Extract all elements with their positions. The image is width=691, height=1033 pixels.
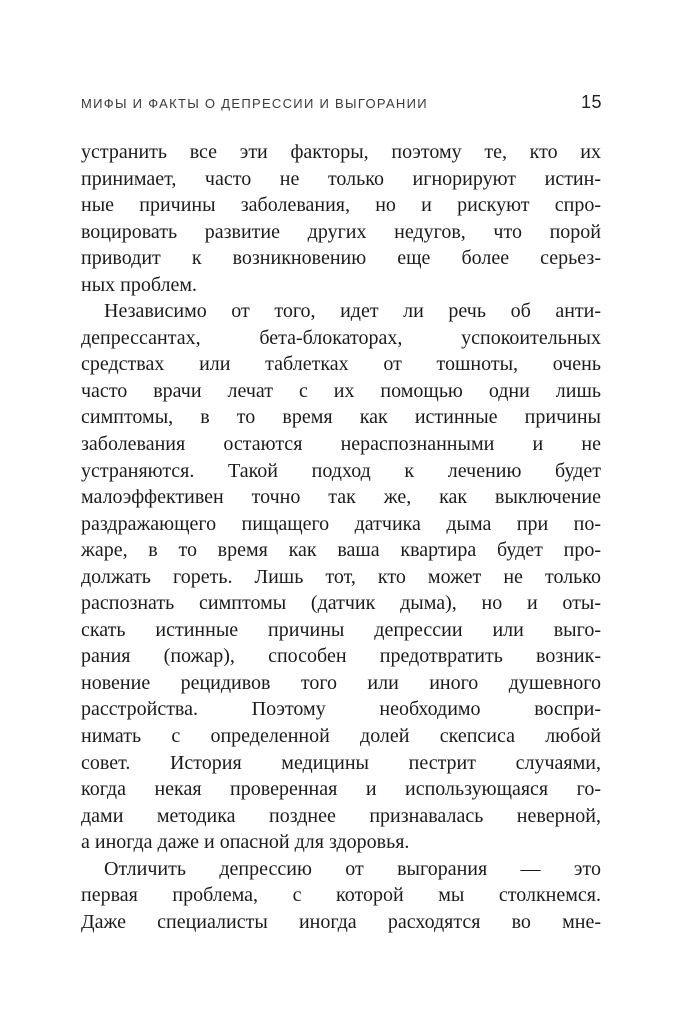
- text-line: средствах или таблетках от тошноты, очень: [81, 353, 601, 376]
- text-line: ные причины заболевания, но и рискуют спро-: [81, 194, 601, 217]
- page-text: [81, 139, 601, 935]
- paragraph: [81, 856, 601, 936]
- text-line: устраняются. Такой подход к лечению будет: [81, 459, 601, 482]
- text-line: принимает, часто не только игнорируют истин-: [81, 167, 601, 190]
- text-line: скать истинные причины депрессии или выго-: [81, 618, 601, 641]
- text-line: жаре, в то время как ваша квартира будет про-: [81, 539, 601, 562]
- paragraph: [81, 139, 601, 298]
- text-line: часто врачи лечат с их помощью одни лишь: [81, 379, 601, 402]
- page-number: 15: [580, 92, 602, 112]
- text-line: Отличить депрессию от выгорания — это: [104, 857, 601, 880]
- text-line: симптомы, в то время как истинные причины: [81, 406, 601, 429]
- text-line: Даже специалисты иногда расходятся во мне-: [81, 910, 601, 933]
- text-line: должать гореть. Лишь тот, кто может не только: [81, 565, 601, 588]
- text-line: дами методика позднее признавалась неверной,: [81, 804, 601, 827]
- paragraph: [81, 298, 601, 855]
- text-line: новение рецидивов того или иного душевного: [81, 671, 601, 694]
- page-header: [81, 92, 610, 113]
- text-line: распознать симптомы (датчик дыма), но и оты-: [81, 592, 601, 615]
- text-line: Независимо от того, идет ли речь об анти-: [104, 300, 601, 323]
- text-line: а иногда даже и опасной для здоровья.: [81, 831, 410, 854]
- text-line: заболевания остаются нераспознанными и не: [81, 433, 601, 456]
- text-line: приводит к возникновению еще более серьез-: [81, 247, 601, 270]
- text-line: малоэффективен точно так же, как выключение: [81, 486, 601, 509]
- text-line: нимать с определенной долей скепсиса любой: [81, 725, 601, 748]
- text-line: раздражающего пищащего датчика дыма при по-: [81, 512, 601, 535]
- text-line: когда некая проверенная и использующаяся го-: [81, 778, 601, 801]
- text-line: воцировать развитие других недугов, что порой: [81, 220, 601, 243]
- running-title: МИФЫ И ФАКТЫ О ДЕПРЕССИИ И ВЫГОРАНИИ: [81, 96, 428, 111]
- text-line: устранить все эти факторы, поэтому те, кто их: [81, 141, 601, 163]
- text-line: ных проблем.: [81, 273, 198, 296]
- text-line: рания (пожар), способен предотвратить возник-: [81, 645, 601, 668]
- text-line: расстройства. Поэтому необходимо воспри-: [81, 698, 601, 721]
- text-line: совет. История медицины пестрит случаями,: [81, 751, 601, 774]
- text-line: первая проблема, с которой мы столкнемся.: [81, 884, 601, 907]
- text-line: депрессантах, бета-блокаторах, успокоительных: [81, 326, 601, 349]
